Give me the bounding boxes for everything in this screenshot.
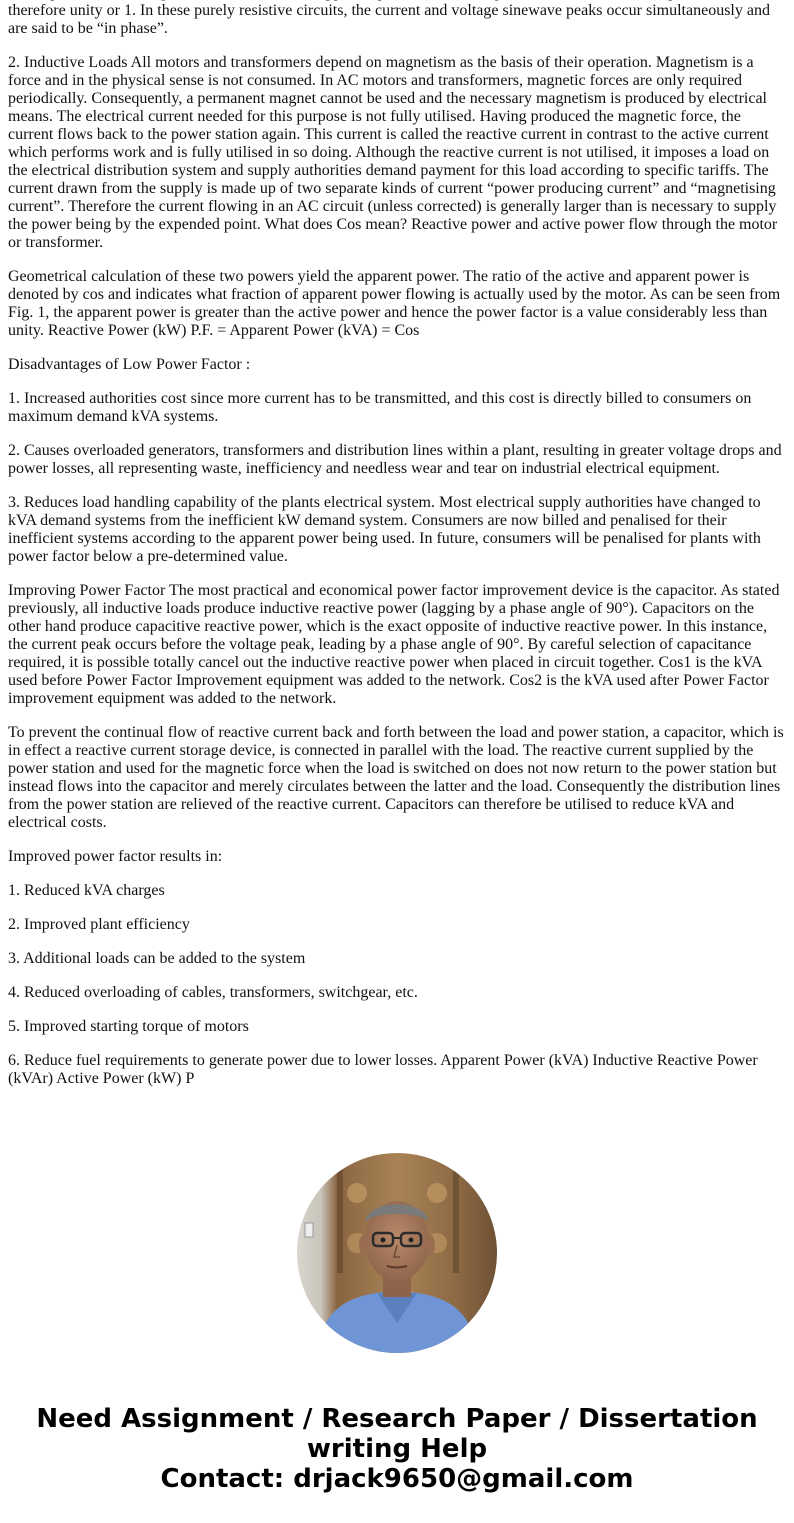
paragraph: Geometrical calculation of these two powers yield the apparent power. The ratio of the active and apparent power is denoted by cos and indicates what fraction of apparent power flowing is actually used by the motor. As can be seen from Fig. 1, the apparent power is greater than the active power and hence the power factor is a value considerably less than unity. Reactive Power (kW) P.F. = Apparent Power (kVA) = Cos [8, 268, 781, 339]
list-item: 6. Reduce fuel requirements to generate power due to lower losses. Apparent Power (kVA) Inductive Reactive Power (kVAr) Active Power (kW) P [8, 1052, 758, 1087]
list-item: 2. Improved plant efficiency [8, 916, 190, 933]
section-heading: Improved power factor results in: [8, 848, 223, 865]
author-avatar [297, 1153, 497, 1353]
author-photo [297, 1153, 497, 1353]
paragraph: 2. Inductive Loads All motors and transformers depend on magnetism as the basis of their operation. Magnetism is a force and in the physical sense is not consumed. In AC motors and transformers, magnetic forces are only required periodically. Consequently, a permanent magnet cannot be used and the necessary magnetism is produced by electrical means. The electrical current needed for this purpose is not fully utilised. Having produced the magnetic force, the current flows back to the power station again. This current is called the reactive current in contrast to the active current which performs work and is fully utilised in so doing. Although the reactive current is not utilised, it imposes a load on the electrical distribution system and supply authorities demand payment for this load according to specific tariffs. The current drawn from the supply is made up of two separate kinds of current “power producing current” and “magnetising current”. Therefore the current flowing in an AC circuit (unless corrected) is generally larger than is necessary to supply the power being by the expended point. What does Cos mean? Reactive power and active power flow through the motor or transformer. [8, 54, 778, 251]
promo-contact: Contact: drjack9650@gmail.com [160, 1464, 634, 1494]
list-item: 5. Improved starting torque of motors [8, 1018, 249, 1035]
list-item: 3. Additional loads can be added to the system [8, 950, 306, 967]
article-body [8, 0, 786, 1104]
promo-line: Need Assignment / Research Paper / Dissertation [36, 1404, 758, 1434]
paragraph: Improving Power Factor The most practical and economical power factor improvement device is the capacitor. As stated previously, all inductive loads produce inductive reactive power (lagging by a phase angle of 90°). Capacitors on the other hand produce capacitive reactive power, which is the exact opposite of inductive reactive power. In this instance, the current peak occurs before the voltage peak, leading by a phase angle of 90°. By careful selection of capacitance required, it is possible totally cancel out the inductive reactive power when placed in circuit together. Cos1 is the kVA used before Power Factor Improvement equipment was added to the network. Cos2 is the kVA used after Power Factor improvement equipment was added to the network. [8, 582, 780, 707]
list-item: 1. Increased authorities cost since more current has to be transmitted, and this cost is directly billed to consumers on maximum demand kVA systems. [8, 390, 752, 425]
section-heading: Disadvantages of Low Power Factor : [8, 356, 251, 373]
list-item: 4. Reduced overloading of cables, transformers, switchgear, etc. [8, 984, 418, 1001]
paragraph: therefore unity or 1. In these purely resistive circuits, the current and voltage sinewave peaks occur simultaneously and are said to be “in phase”. [8, 2, 770, 37]
paragraph: To prevent the continual flow of reactive current back and forth between the load and power station, a capacitor, which is in effect a reactive current storage device, is connected in parallel with the load. The reactive current supplied by the power station and used for the magnetic force when the load is switched on does not now return to the power station but instead flows into the capacitor and merely circulates between the latter and the load. Consequently the distribution lines from the power station are relieved of the reactive current. Capacitors can therefore be utilised to reduce kVA and electrical costs. [8, 724, 784, 831]
list-item: 2. Causes overloaded generators, transformers and distribution lines within a plant, resulting in greater voltage drops and power losses, all representing waste, inefficiency and needless wear and tear on industrial electrical equipment. [8, 442, 782, 477]
list-item: 1. Reduced kVA charges [8, 882, 165, 899]
promo-line: writing Help [306, 1434, 488, 1464]
list-item: 3. Reduces load handling capability of the plants electrical system. Most electrical supply authorities have changed to kVA demand systems from the inefficient kW demand system. Consumers are now billed and penalised for their inefficient systems according to the apparent power being used. In future, consumers will be penalised for plants with power factor below a pre-determined value. [8, 494, 761, 565]
promo-banner [0, 1404, 794, 1494]
